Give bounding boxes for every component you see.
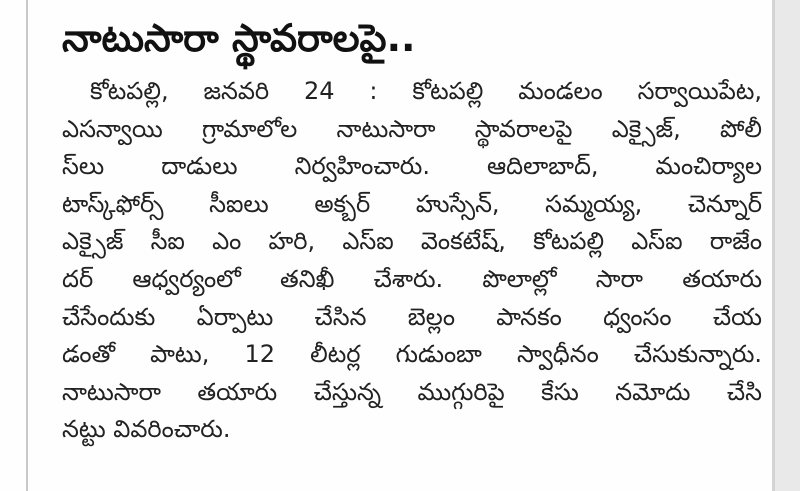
left-column-rule <box>26 0 28 491</box>
body-line: ఎక్సైజ్ సీఐ ఎం హరి, ఎస్ఐ వెంకటేష్, కోటపల్లి ఎస్ఐ రాజేం <box>62 227 762 256</box>
article-body <box>62 73 762 449</box>
body-line: ఎసన్వాయి గ్రామాలోల నాటుసారా స్థావరాలపై ఎక్సైజ్, పోలీ <box>62 114 762 143</box>
body-line: స్‌లు దాడులు నిర్వహించారు. ఆదిలాబాద్, మంచిర్యాల <box>62 152 762 181</box>
body-line: చేసేందుకు ఏర్పాటు చేసిన బెల్లం పానకం ధ్వంసం చేయ <box>62 302 762 331</box>
article-headline: నాటుసారా స్థావరాలపై.. <box>62 16 416 60</box>
body-line: టాస్క్‌ఫోర్స్ సీఐలు అక్బర్ హుస్సేన్, సమ్మయ్య, చెన్నూర్ <box>62 189 762 218</box>
body-line: నాటుసారా తయారు చేస్తున్న ముగ్గురిపై కేసు నమోదు చేసి <box>62 377 762 406</box>
body-line: దర్ ఆధ్వర్యంలో తనిఖీ చేశారు. పొలాల్లో సారా తయారు <box>62 264 762 293</box>
body-line: డంతో పాటు, 12 లీటర్ల గుడుంబా స్వాధీనం చేసుకున్నారు. <box>62 340 762 369</box>
body-line: కోటపల్లి, జనవరి 24 : కోటపల్లి మండలం సర్వాయిపేట, <box>90 77 762 105</box>
right-margin <box>775 0 800 491</box>
body-line: నట్టు వివరించారు. <box>62 415 231 444</box>
